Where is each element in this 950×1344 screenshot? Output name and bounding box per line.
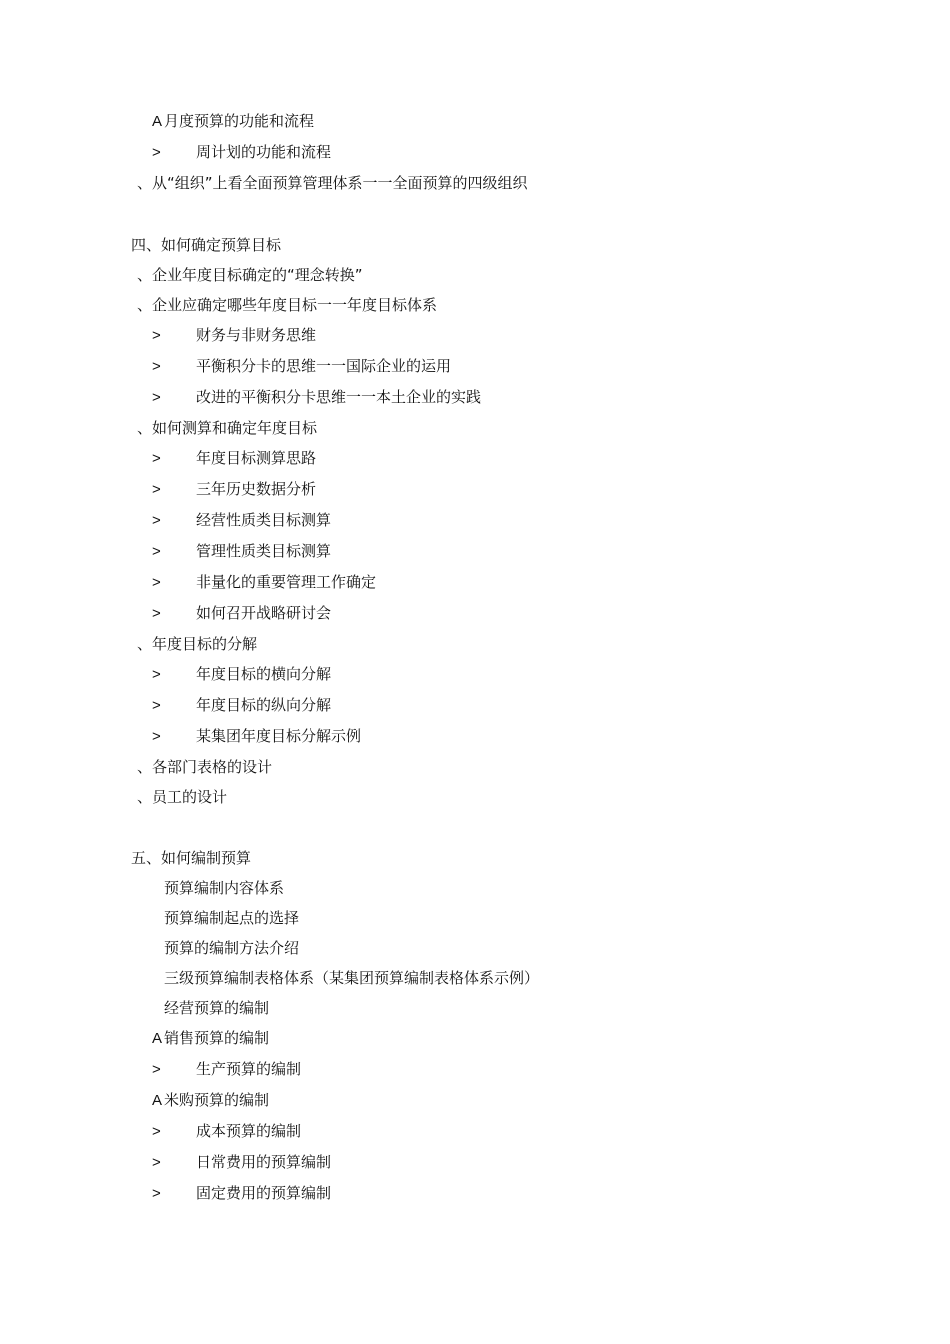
- item-text: 经营性质类目标测算: [196, 511, 332, 529]
- item-text: 平衡积分卡的思维一一国际企业的运用: [196, 357, 452, 375]
- bullet-marker: >: [152, 1185, 161, 1202]
- outline-item: [152, 726, 361, 747]
- outline-item: [152, 695, 331, 716]
- bullet-marker: >: [152, 1123, 161, 1140]
- plain-item: 预算编制起点的选择: [164, 909, 300, 927]
- item-text: 非量化的重要管理工作确定: [196, 573, 377, 591]
- outline-item: [152, 142, 331, 163]
- outline-item: [152, 664, 331, 685]
- item-text: 如何召开战略研讨会: [196, 604, 332, 622]
- outline-item: [152, 1121, 301, 1142]
- outline-item: [152, 356, 451, 377]
- outline-item: [152, 1059, 301, 1080]
- bullet-marker: >: [152, 605, 161, 622]
- section-subitem: 、企业应确定哪些年度目标一一年度目标体系: [137, 296, 438, 314]
- section-subitem: 、如何测算和确定年度目标: [137, 419, 318, 437]
- plain-item: 三级预算编制表格体系（某集团预算编制表格体系示例）: [164, 969, 540, 987]
- item-text: 销售预算的编制: [164, 1029, 270, 1047]
- bullet-marker: >: [152, 728, 161, 745]
- bullet-marker: >: [152, 697, 161, 714]
- item-text: 成本预算的编制: [196, 1122, 302, 1140]
- item-text: 年度目标的横向分解: [196, 665, 332, 683]
- section-subitem: 、员工的设计: [137, 788, 228, 806]
- item-text: 米购预算的编制: [164, 1091, 270, 1109]
- bullet-marker: >: [152, 358, 161, 375]
- outline-item: [152, 479, 316, 500]
- item-text: 月度预算的功能和流程: [164, 112, 315, 130]
- outline-item: [152, 1183, 331, 1204]
- item-text: 周计划的功能和流程: [196, 143, 332, 161]
- outline-item: [152, 603, 331, 624]
- outline-item: [152, 387, 481, 408]
- outline-item: [152, 448, 316, 469]
- item-marker: A: [152, 1030, 163, 1047]
- item-text: 日常费用的预算编制: [196, 1153, 332, 1171]
- item-marker: A: [152, 1092, 163, 1109]
- item-marker: A: [152, 113, 163, 130]
- section-subitem: 、各部门表格的设计: [137, 758, 273, 776]
- item-text: 年度目标的纵向分解: [196, 696, 332, 714]
- section-subitem: 、年度目标的分解: [137, 635, 258, 653]
- section-heading: 四、如何确定预算目标: [131, 236, 282, 254]
- plain-item: 预算的编制方法介绍: [164, 939, 300, 957]
- bullet-marker: >: [152, 1061, 161, 1078]
- section-subitem: 、从“组织”上看全面预算管理体系一一全面预算的四级组织: [137, 174, 528, 192]
- section-heading: 五、如何编制预算: [131, 849, 252, 867]
- outline-item: [152, 1152, 331, 1173]
- item-text: 某集团年度目标分解示例: [196, 727, 362, 745]
- bullet-marker: >: [152, 144, 161, 161]
- bullet-marker: >: [152, 389, 161, 406]
- bullet-marker: >: [152, 481, 161, 498]
- outline-item: [152, 111, 314, 132]
- bullet-marker: >: [152, 450, 161, 467]
- plain-item: 经营预算的编制: [164, 999, 270, 1017]
- section-subitem: 、企业年度目标确定的“理念转换”: [137, 266, 363, 284]
- item-text: 固定费用的预算编制: [196, 1184, 332, 1202]
- bullet-marker: >: [152, 327, 161, 344]
- item-text: 财务与非财务思维: [196, 326, 317, 344]
- outline-item: [152, 1028, 269, 1049]
- bullet-marker: >: [152, 543, 161, 560]
- item-text: 生产预算的编制: [196, 1060, 302, 1078]
- item-text: 改进的平衡积分卡思维一一本土企业的实践: [196, 388, 482, 406]
- outline-item: [152, 572, 376, 593]
- item-text: 年度目标测算思路: [196, 449, 317, 467]
- plain-item: 预算编制内容体系: [164, 879, 285, 897]
- bullet-marker: >: [152, 512, 161, 529]
- bullet-marker: >: [152, 574, 161, 591]
- item-text: 管理性质类目标测算: [196, 542, 332, 560]
- outline-item: [152, 510, 331, 531]
- bullet-marker: >: [152, 1154, 161, 1171]
- outline-item: [152, 541, 331, 562]
- outline-item: [152, 325, 316, 346]
- outline-item: [152, 1090, 269, 1111]
- bullet-marker: >: [152, 666, 161, 683]
- item-text: 三年历史数据分析: [196, 480, 317, 498]
